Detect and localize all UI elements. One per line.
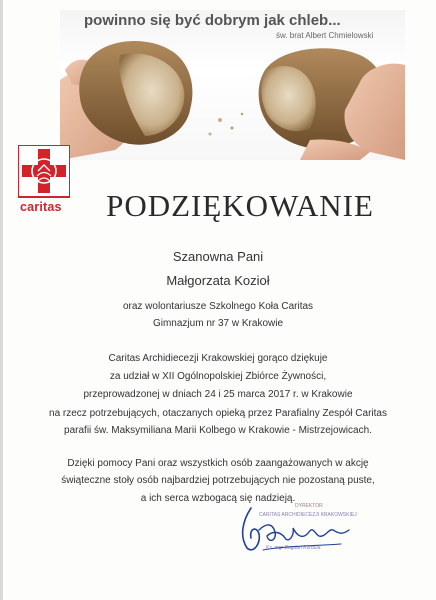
page-edge-shadow	[0, 0, 3, 600]
salutation: Szanowna Pani	[172, 249, 264, 264]
body-line-1: Caritas Archidiecezji Krakowskiej gorąco dziękuje	[108, 353, 328, 364]
document-title: PODZIĘKOWANIE	[106, 188, 374, 223]
recipient-line-2: Gimnazjum nr 37 w Krakowie	[152, 318, 284, 329]
body-line-3: przeprowadzonej w dniach 24 i 25 marca 2017 r. w Krakowie	[83, 389, 353, 400]
body-line-2: za udział w XII Ogólnopolskiej Zbiórce Żywności,	[109, 371, 327, 382]
stamp-role: DYREKTOR	[295, 503, 323, 509]
caritas-logo-text: caritas	[20, 200, 62, 214]
stamp-name: Ks. mgr Bogdan Kordula	[266, 545, 321, 551]
closing-line-2: świąteczne stoły osób najbardziej potrzebujących nie pozostaną puste,	[61, 475, 375, 486]
motto-author: św. brat Albert Chmielowski	[276, 31, 374, 40]
recipient-line-1: oraz wolontariusze Szkolnego Koła Caritas	[122, 301, 314, 312]
recipient-name: Małgorzata Kozioł	[166, 273, 270, 288]
body-line-5: parafii św. Maksymiliana Marii Kolbego w Krakowie - Mistrzejowicach.	[64, 425, 372, 436]
body-line-4: na rzecz potrzebujących, otaczanych opieką przez Parafialny Zespół Caritas	[49, 408, 387, 419]
closing-line-3: a ich serca wzbogacą się nadzieją.	[140, 493, 296, 504]
closing-line-1: Dzięki pomocy Pani oraz wszystkich osób zaangażowanych w akcję	[67, 458, 369, 469]
stamp-organization: CARITAS ARCHIDIECEZJI KRAKOWSKIEJ	[259, 512, 357, 518]
handwritten-signature	[233, 500, 353, 556]
motto-text: powinno się być dobrym jak chleb...	[84, 12, 341, 29]
